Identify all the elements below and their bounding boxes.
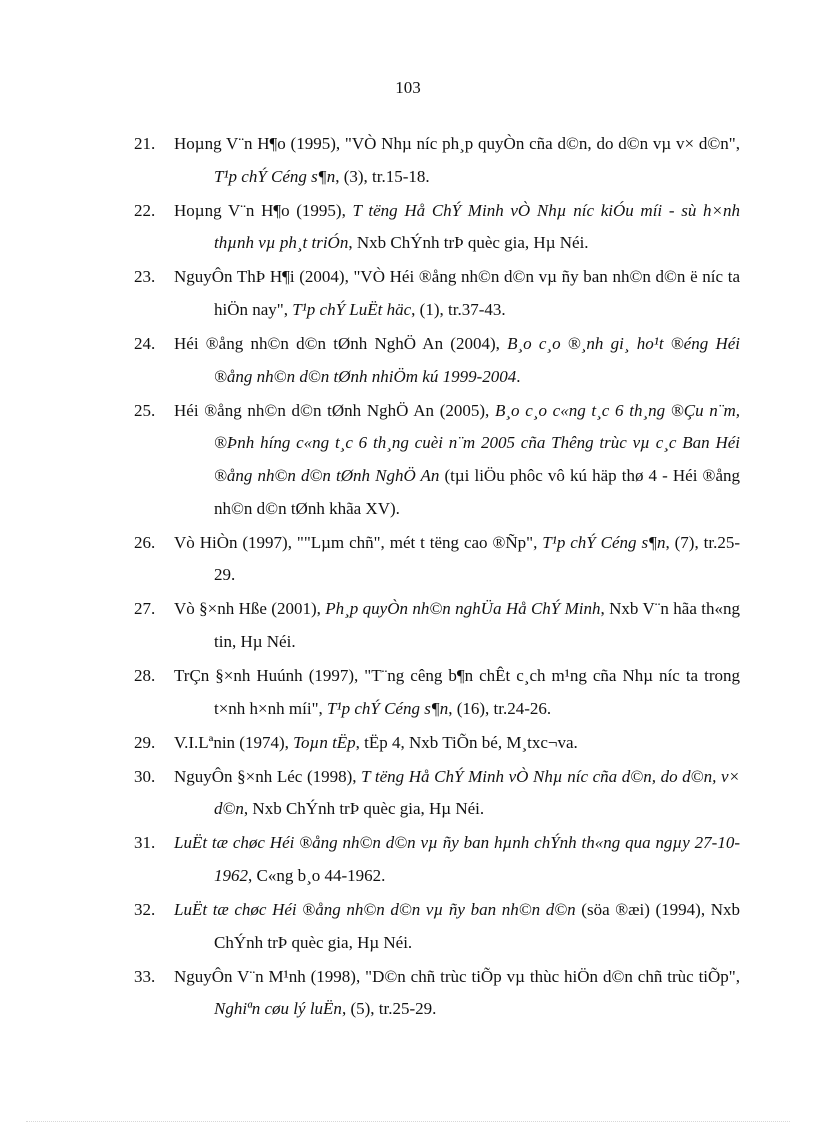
reference-number: 27. — [134, 599, 156, 619]
reference-segment: NguyÔn ThÞ H¶i (2004), "VÒ Héi ®ång nh©n d©n vµ ñy ban nh©n d©n ë níc ta hiÖn nay", — [174, 267, 740, 319]
reference-number: 26. — [134, 532, 156, 552]
reference-number: 30. — [134, 766, 156, 786]
reference-number: 32. — [134, 900, 156, 920]
reference-text — [174, 833, 740, 885]
reference-segment: , Nxb ChÝnh trÞ quèc gia, Hµ Néi. — [243, 799, 485, 819]
reference-number: 23. — [134, 267, 156, 287]
reference-number: 25. — [134, 400, 156, 420]
reference-text — [174, 267, 740, 319]
reference-segment: NguyÔn V¨n M¹nh (1998), "D©n chñ trùc tiÕp vµ thùc hiÖn d©n chñ trùc tiÕp", — [174, 966, 740, 986]
reference-segment: . — [516, 366, 521, 386]
reference-segment: Hoµng V¨n H¶o (1995), "VÒ Nhµ níc ph¸p quyÒn cña d©n, do d©n vµ v× d©n", — [174, 134, 740, 153]
reference-segment: TrÇn §×nh Huúnh (1997), "T¨ng cêng b¶n chÊt c¸ch m¹ng cña Nhµ níc ta trong t×nh h×nh míi", — [174, 666, 740, 718]
reference-item — [134, 660, 740, 725]
reference-title: Nghiªn cøu lý luËn — [214, 999, 342, 1019]
reference-item — [134, 527, 740, 592]
reference-number: 21. — [134, 134, 156, 153]
reference-number: 24. — [134, 334, 156, 354]
reference-text — [174, 666, 740, 718]
reference-segment: , tËp 4, Nxb TiÕn bé, M¸txc¬va. — [355, 732, 578, 752]
reference-text — [174, 134, 740, 186]
reference-segment: Vò §×nh Hße (2001), — [174, 599, 326, 619]
reference-title: LuËt tæ chøc Héi ®ång nh©n d©n vµ ñy ban hµnh chÝnh th«ng qua ngµy 27-10-1962 — [174, 833, 740, 886]
reference-text — [174, 401, 740, 518]
reference-segment: V.I.Lªnin (1974), — [174, 732, 294, 752]
reference-segment: , (16), tr.24-26. — [448, 698, 552, 718]
reference-title: T tëng Hå ChÝ Minh vÒ Nhµ níc cña d©n, do d©n, v× d©n — [214, 766, 740, 819]
reference-title: T¹p chÝ Céng s¶n — [214, 166, 336, 186]
reference-text — [174, 733, 578, 752]
reference-item — [134, 727, 740, 760]
reference-list — [134, 128, 740, 1028]
reference-segment: Vò HiÒn (1997), ""Lµm chñ", mét t tëng cao ®Ñp", — [174, 532, 543, 552]
reference-text — [174, 967, 740, 1019]
reference-segment: (tµi liÖu phôc vô kú häp thø 4 - Héi ®ång nh©n d©n tØnh khãa XV). — [214, 465, 740, 518]
reference-segment: , Nxb ChÝnh trÞ quèc gia, Hµ Néi. — [348, 233, 589, 253]
reference-title: B¸o c¸o ®¸nh gi¸ ho¹t ®éng Héi ®ång nh©n d©n tØnh nhiÖm kú 1999-2004 — [214, 334, 740, 386]
reference-number: 28. — [134, 666, 156, 685]
reference-title: Toµn tËp — [293, 732, 356, 752]
reference-title: T tëng Hå ChÝ Minh vÒ Nhµ níc kiÓu míi - sù h×nh thµnh vµ ph¸t triÓn — [214, 200, 740, 253]
reference-segment: , (7), tr.25-29. — [214, 532, 740, 585]
reference-segment: Hoµng V¨n H¶o (1995), — [174, 200, 353, 220]
reference-segment: Héi ®ång nh©n d©n tØnh NghÖ An (2005), — [174, 400, 495, 420]
reference-title: LuËt tæ chøc Héi ®ång nh©n d©n vµ ñy ban nh©n d©n — [174, 900, 576, 920]
reference-item — [134, 328, 740, 393]
reference-text — [174, 334, 740, 386]
reference-segment: Héi ®ång nh©n d©n tØnh NghÖ An (2004), — [174, 334, 508, 354]
reference-segment: , (1), tr.37-43. — [411, 299, 506, 319]
reference-segment: , (5), tr.25-29. — [341, 999, 437, 1019]
reference-segment: NguyÔn §×nh Léc (1998), — [174, 766, 362, 786]
reference-item — [134, 128, 740, 193]
reference-text — [174, 201, 740, 253]
reference-segment: , C«ng b¸o 44-1962. — [248, 866, 386, 886]
reference-item — [134, 593, 740, 658]
reference-item — [134, 761, 740, 826]
reference-item — [134, 894, 740, 959]
page-number: 103 — [395, 78, 421, 97]
reference-title: B¸o c¸o c«ng t¸c 6 th¸ng ®Çu n¨m, ®Þnh híng c«ng t¸c 6 th¸ng cuèi n¨m 2005 cña Thêng trùc vµ c¸c Ban Héi ®ång nh©n d©n tØnh NghÖ An — [214, 400, 740, 485]
reference-number: 22. — [134, 200, 156, 220]
reference-item — [134, 961, 740, 1026]
reference-title: T¹p chÝ Céng s¶n — [542, 532, 666, 552]
reference-number: 29. — [134, 732, 156, 752]
footer-divider — [26, 1121, 790, 1122]
reference-text — [174, 533, 740, 585]
reference-item — [134, 395, 740, 525]
reference-item — [134, 827, 740, 892]
reference-segment: , Nxb V¨n hãa th«ng tin, Hµ Néi. — [214, 599, 740, 651]
reference-number: 31. — [134, 833, 156, 853]
reference-title: Ph¸p quyÒn nh©n nghÜa Hå ChÝ Minh — [325, 599, 601, 619]
reference-number: 33. — [134, 966, 156, 986]
reference-text — [174, 599, 740, 651]
reference-title: T¹p chÝ LuËt häc — [292, 299, 412, 319]
reference-segment: , (3), tr.15-18. — [335, 166, 430, 186]
reference-text — [174, 767, 740, 819]
reference-segment: (söa ®æi) (1994), Nxb ChÝnh trÞ quèc gia, Hµ Néi. — [214, 900, 741, 952]
reference-title: T¹p chÝ Céng s¶n — [327, 698, 449, 718]
reference-item — [134, 261, 740, 326]
reference-text — [174, 900, 740, 952]
reference-item — [134, 195, 740, 260]
